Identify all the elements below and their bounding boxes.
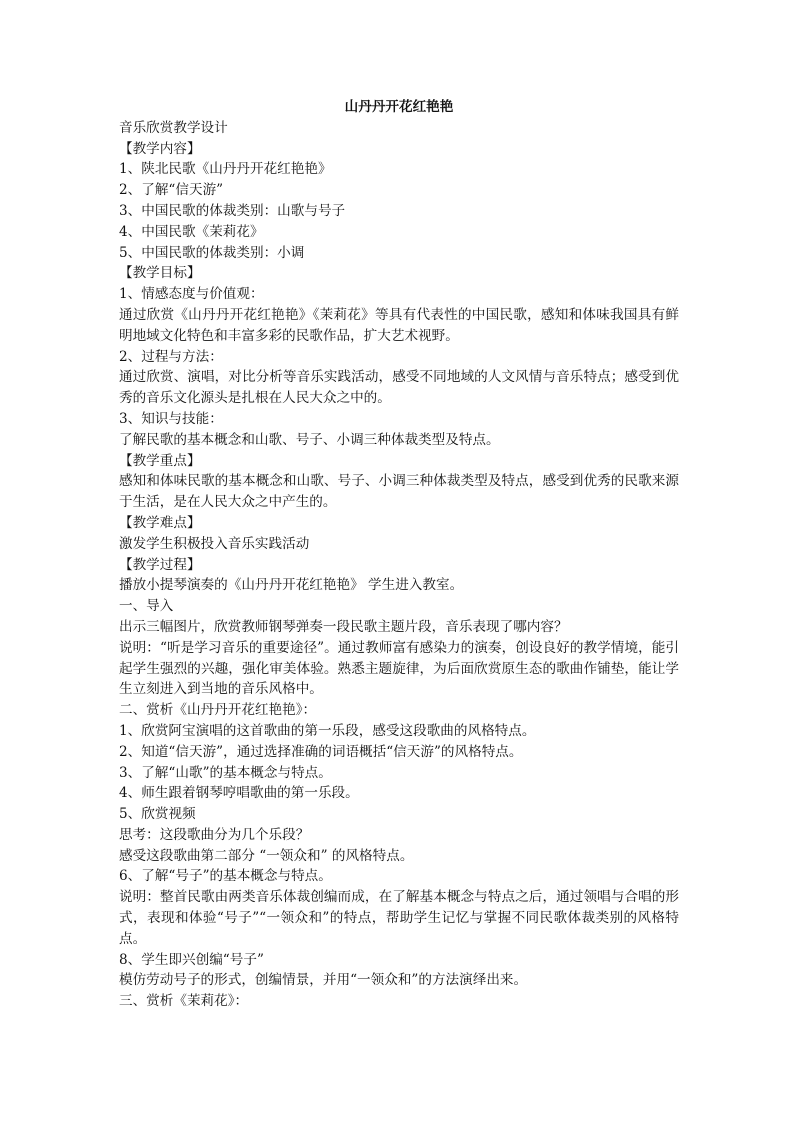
document-title: 山丹丹开花红艳艳: [344, 99, 454, 115]
difficulties-text: 激发学生积极投入音乐实践活动: [119, 535, 310, 552]
feel-text: 感受这段歌曲第二部分 “一领众和” 的风格特点。: [119, 847, 414, 864]
step-text: 出示三幅图片，欣赏教师钢琴弹奏一段民歌主题片段，音乐表现了哪内容？: [119, 618, 568, 635]
process-intro: 播放小提琴演奏的《山丹丹开花红艳艳》 学生进入教室。: [119, 577, 464, 594]
content-item: 5、中国民歌的体裁类别：小调: [119, 244, 305, 261]
step-heading: 一、导入: [119, 598, 174, 615]
step-heading: 二、赏析《山丹丹开花红艳艳》：: [119, 702, 317, 719]
goal-heading: 1、情感态度与价值观：: [119, 286, 264, 303]
content-item: 4、中国民歌《茉莉花》: [119, 223, 264, 240]
section-heading-difficulties: 【教学难点】: [119, 514, 201, 531]
section-heading-process: 【教学过程】: [119, 556, 201, 573]
goal-heading: 3、知识与技能：: [119, 410, 223, 427]
goal-paragraph: 通过欣赏《山丹丹开花红艳艳》《茉莉花》等具有代表性的中国民歌，感知和体味我国具有鲜明地域文化特色和丰富多彩的民歌作品，扩大艺术视野。: [119, 306, 679, 344]
step-note-paragraph: 说明：整首民歌由两类音乐体裁创编而成，在了解基本概念与特点之后，通过领唱与合唱的形式，表现和体验“号子”“一领众和”的特点，帮助学生记忆与掌握不同民歌体裁类别的风格特点。: [119, 889, 679, 947]
section-heading-goals: 【教学目标】: [119, 265, 201, 282]
step-item: 8、学生即兴创编“号子”: [119, 951, 264, 968]
step-note-paragraph: 说明：“听是学习音乐的重要途径”。通过教师富有感染力的演奏，创设良好的教学情境，能引起学生强烈的兴趣，强化审美体验。熟悉主题旋律，为后面欣赏原生态的歌曲作铺垫，能让学生立刻进入到当地的音乐风格中。: [119, 639, 679, 698]
goal-heading: 2、过程与方法：: [119, 348, 223, 365]
step-text: 模仿劳动号子的形式，创编情景，并用“一领众和”的方法演绎出来。: [119, 972, 528, 989]
document-subtitle: 音乐欣赏教学设计: [119, 119, 228, 136]
section-heading-content: 【教学内容】: [119, 140, 201, 157]
goal-paragraph: 了解民歌的基本概念和山歌、号子、小调三种体裁类型及特点。: [119, 431, 500, 448]
key-points-paragraph: 感知和体味民歌的基本概念和山歌、号子、小调三种体裁类型及特点，感受到优秀的民歌来源于生活，是在人民大众之中产生的。: [119, 473, 679, 511]
step-heading: 三、赏析《茉莉花》：: [119, 993, 249, 1010]
step-item: 5、欣赏视频: [119, 806, 196, 823]
step-item: 1、欣赏阿宝演唱的这首歌曲的第一乐段，感受这段歌曲的风格特点。: [119, 722, 536, 739]
document-body: [119, 97, 679, 1012]
content-item: 3、中国民歌的体裁类别：山歌与号子: [119, 202, 346, 219]
step-item: 4、师生跟着钢琴哼唱歌曲的第一乐段。: [119, 785, 359, 802]
goal-paragraph: 通过欣赏、演唱，对比分析等音乐实践活动，感受不同地域的人文风情与音乐特点；感受到优秀的音乐文化源头是扎根在人民大众之中的。: [119, 369, 679, 407]
step-item: 6、了解“号子”的基本概念与特点。: [119, 868, 332, 885]
step-item: 2、知道“信天游”，通过选择准确的词语概括“信天游”的风格特点。: [119, 743, 523, 760]
content-item: 1、陕北民歌《山丹丹开花红艳艳》: [119, 161, 332, 178]
think-question: 思考：这段歌曲分为几个乐段？: [119, 826, 310, 843]
section-heading-key-points: 【教学重点】: [119, 452, 201, 469]
content-item: 2、了解“信天游”: [119, 182, 224, 199]
step-item: 3、了解“山歌”的基本概念与特点。: [119, 764, 332, 781]
